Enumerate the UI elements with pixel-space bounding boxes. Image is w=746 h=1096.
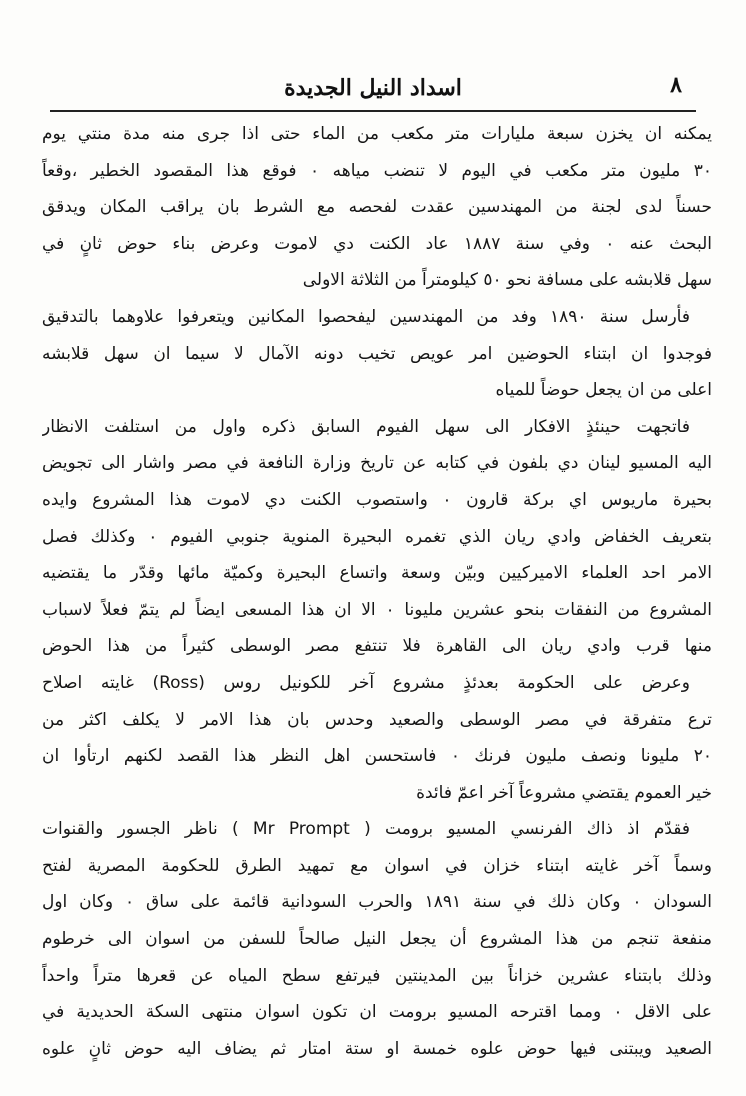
text-line: فقدّم اذ ذاك الفرنسي المسيو برومت ( Mr Prompt ) ناظر الجسور والقنوات [42,819,691,840]
page-header [44,68,702,108]
text-line: ترع متفرقة في مصر الوسطى والصعيد وحدس بان هذا الامر لا يكلف اكثر من [42,709,712,730]
text-line: على الاقل ٠ ومما اقترحه المسيو برومت ان تكون اسوان منتهى السكة الحديدية في [42,1002,712,1023]
text-line: فأرسل سنة ١٨٩٠ وفد من المهندسين ليفحصوا المكانين ويتعرفوا علاوهما بالتدقيق [42,306,690,327]
page-title: اسداد النيل الجديدة [284,75,462,101]
text-line: الامر احد العلماء الاميركيين وبيّن وسعة واتساع البحيرة وكميّة مائها وقدّر ما يقتضيه [42,563,712,584]
text-line: وسماً آخر غايته ابتناء خزان في اسوان مع تمهيد الطرق للحكومة المصرية لفتح [42,855,712,876]
text-line: ٢٠ مليونا ونصف مليون فرنك ٠ فاستحسن اهل النظر هذا القصد لكنهم ارتأوا ان [42,746,712,767]
header-rule [50,110,696,112]
text-line: فوجدوا ان ابتناء الحوضين امر عويص تخيب دونه الآمال لا سيما ان سهل قلابشه [42,343,712,364]
text-line: فاتجهت حينئذٍ الافكار الى سهل الفيوم السابق ذكره واول من استلفت الانظار [42,416,690,437]
text-line: منها قرب وادي ريان الى القاهرة فلا تنتفع مصر الوسطى كثيراً من هذا الحوض [42,636,712,657]
text-line: بحيرة ماريوس اي بركة قارون ٠ واستصوب الكنت دي لاموت هذا المشروع وايده [42,489,712,510]
text-line: وعرض على الحكومة بعدئذٍ مشروع آخر للكونيل روس (Ross) غايته اصلاح [42,672,690,693]
text-line: حسناً لدى لجنة من المهندسين عقدت لفحصه مع الشرط بان يراقب المكان ويدقق [42,197,712,218]
text-line: ٣٠ مليون متر مكعب في اليوم لا تنضب مياهه ٠ فوقع هذا المقصود الخطير ،وقعاً [42,160,712,181]
body-text [42,116,712,1067]
text-line: اليه المسيو لينان دي بلفون في كتابه عن تاريخ وزارة النافعة في مصر واشار الى تجويض [42,453,712,474]
text-line: سهل قلابشه على مسافة نحو ٥٠ كيلومتراً من الثلاثة الاولى [302,270,712,291]
text-line: بتعريف الخفاض وادي ريان الذي تغمره البحيرة المنوية جنوبي الفيوم ٠ وكذلك فصل [42,526,712,547]
text-line: الصعيد ويبتنى فيها حوض علوه خمسة او ستة امتار ثم يضاف اليه حوض ثانٍ علوه [42,1038,712,1059]
text-line: يمكنه ان يخزن سبعة مليارات متر مكعب من الماء حتى اذا جرى منه مدة منتي يوم [42,124,712,144]
text-line: خير العموم يقتضي مشروعاً آخر اعمّ فائدة [416,782,712,803]
text-line: منفعة تنجم من هذا المشروع أن يجعل النيل صالحاً للسفن من اسوان الى خرطوم [42,929,712,950]
text-line: السودان ٠ وكان ذلك في سنة ١٨٩١ والحرب السودانية قائمة على ساق ٠ وكان اول [42,892,712,913]
text-line: وذلك بابتناء عشرين خزاناً بين المدينتين فيرتفع سطح المياه عن قعرها متراً واحداً [42,965,712,986]
text-line: المشروع من النفقات بنحو عشرين مليونا ٠ الا ان هذا المسعى ايضاً لم يتمّ فعلاً لاسباب [42,599,712,620]
page-number: ٨ [670,72,682,98]
text-line: البحث عنه ٠ وفي سنة ١٨٨٧ عاد الكنت دي لاموت وعرض بناء حوض ثانٍ في [42,233,712,254]
text-line: اعلى من ان يجعل حوضاً للمياه [495,380,712,401]
